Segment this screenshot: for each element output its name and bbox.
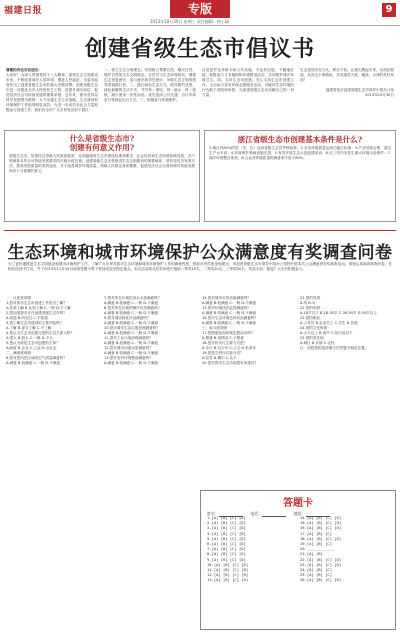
answer-column-right — [300, 515, 393, 583]
letter-date: 2013年10月30日 — [364, 93, 394, 97]
letter-greeting: 尊敬的各位市民朋友： — [6, 68, 42, 72]
answer-row[interactable]: 20.____________ — [300, 546, 335, 552]
answer-row[interactable]: 2.[A] [B] [C] [D] — [207, 520, 246, 526]
answer-row[interactable]: 10.[A] [B] [C] [D] — [207, 561, 249, 567]
info-box-conditions — [204, 130, 396, 222]
answer-row[interactable]: 13.[A] [B] [C] [D] — [207, 577, 249, 583]
answer-row[interactable]: 8.[A] [B] [C] [D] — [207, 551, 246, 557]
info-box-what-is — [4, 130, 200, 222]
answer-row[interactable]: 11.[A] [B] [C] [D] — [207, 567, 249, 573]
answer-row[interactable]: 9.[A] [B] [C] [D] — [207, 556, 246, 562]
answer-row[interactable]: 21.[A] [B] — [300, 551, 323, 557]
page-number: 9 — [382, 3, 396, 17]
survey-column-4: 21.您的性别： A.男 B.女 22.您的年龄： A.18岁以下 B.18-35岁 C.36-50岁 D.50岁以上 23.您的职业： A.公务员 B.企业员工 C.学生 D.其他 24.您的文化程度： A.大专以上 B.高中 C.初中及以下 25.您的居住地： A.城区 B.乡镇 C.农村 注：请将您的选择填写在答题卡相应位置。 — [300, 296, 377, 350]
letter-signoff: 福建省某市创建省级生态市领导小组办公室 — [325, 88, 394, 92]
letter-text-4: 生态建设功在当代、利在千秋。让我们携起手来，从现在做起，从身边小事做起，共同建设天蓝、地绿、水净的美好家园！ — [300, 68, 394, 82]
answer-row[interactable]: 6.[A] [B] [C] [D] — [207, 541, 246, 547]
answer-row[interactable]: 22.[A] [B] [C] [D] — [300, 556, 342, 562]
answer-row[interactable]: 23.[A] [B] [C] [D] — [300, 561, 342, 567]
survey-intro: 为了更好地推进生态文明建设和城市环境保护工作，了解广大市民对我市生态环境和城市环境保护工作的满意程度，听取市民的意见和建议，市创建省级生态市领导小组办公室特开展本次公众满意度有奖调查活动。请您认真阅读调查问卷，在相应选项中打勾，并于2013年11月15日前将答题卡剪下寄回或送至指定地点。本次活动将从有效问卷中抽取一等奖10名、二等奖20名、三等奖50名，奖品丰厚，欢迎广大市民积极参与。 — [8, 262, 392, 271]
main-headline: 创建省级生态市倡议书 — [84, 36, 315, 62]
survey-headline: 生态环境和城市环境保护公众满意度有奖调查问卷 — [7, 243, 393, 263]
conditions-body: 1.辖区内80%的县（市、区）达到省级生态县考核标准；2.全市环境质量达到功能区标准；3.产业结构合理，清洁生产水平高；4.环境保护基础设施完善；5.有效开展生态示范创建活动；6.近三年内未发生重大环境污染事件；7.城乡环境整洁优美；8.公众对环境质量的满意率不低于85%。 — [209, 146, 391, 160]
answer-row[interactable]: 4.[A] [B] [C] [D] — [207, 530, 246, 536]
section-divider — [4, 230, 396, 231]
answer-row[interactable]: 16.[A] [B] [C] [D] — [300, 525, 342, 531]
phone-field-label: 电话： — [250, 511, 263, 516]
page-header — [0, 0, 400, 26]
answer-row[interactable]: 5.[A] [B] [C] [D] — [207, 535, 246, 541]
answer-row[interactable]: 24.[A] [B] [C] — [300, 567, 333, 573]
answer-row[interactable]: 19.[A] [B] [C] — [300, 541, 333, 547]
info-box-body: 省级生态市，是指经过省级人民政府批准，达到福建省生态市建设标准和要求，社会经济和生态环境协调发展，各个领域基本符合可持续发展要求的市级行政区域。创建省级生态市是推进生态文明建设的重要载体，是转变经济发展方式、提高发展质量的有效途径，对于改善城乡环境质量、保障人民群众身体健康、促进经济社会全面协调可持续发展具有十分重要的意义。 — [9, 154, 195, 173]
name-field-label: 姓名： — [207, 511, 219, 516]
answer-column-left — [207, 515, 300, 583]
survey-column-1: 一、认知度调查 1.您对我市生态市创建工作是否了解？ A.非常了解 B.比较了解 C.一般 D.不了解 2.您知道我市正在创建省级生态市吗？ A.知道 B.听说过 C.不知道 3.您了解生态市建设的主要内容吗？ A.了解 B.部分了解 C.不了解 4.您认为生态市创建与您的生活关系大吗？ A.很大 B.较大 C.一般 D.不大 5.您认为谁是生态市创建的主体？ A.政府 B.企业 C.公众 D.全社会 二、满意度调查 6.您对您所在区域的空气质量满意吗？ A.满意 B.较满意 C.一般 D.不满意 — [6, 296, 75, 365]
letter-text-1: 大家好！为深入贯彻党的十八大精神，加快生态文明建设步伐，不断改善城乡人居环境，增进人民福祉，市委市政府作出了创建省级生态市的重大决策部署。创建省级生态市是一项惠及全市人民的民生工程，是提升城市品位、促进经济社会可持续发展的重要举措。近年来，我市坚持以科学发展观为统领，大力实施生态立市战略，生态建设和环境保护工作取得明显成效。为进一步动员全社会力量积极参与创建工作，我们向全市广大市民发出如下倡议： — [6, 73, 98, 112]
survey-column-3: 14.您对城市市容市貌满意吗？ A.满意 B.较满意 C.一般 D.不满意 15.您对环境执法监管满意吗？ A.满意 B.较满意 C.一般 D.不满意 16.您对生态环境总体状况满意吗？ A.满意 B.较满意 C.一般 D.不满意 三、参与度调查 17.您愿意参加环保志愿活动吗？ A.愿意 B.视情况 C.不愿意 18.您平时出行主要方式是？ A.步行 B.自行车 C.公交 D.私家车 19.您是否进行垃圾分类？ A.经常 B.偶尔 C.从不 20.您对我市生态市创建有何建议？ — [202, 296, 259, 365]
answer-card-title: 答题卡 — [283, 498, 313, 509]
conditions-title: 浙江省级生态市创建基本条件是什么? — [237, 135, 363, 144]
answer-row[interactable]: 18.[A] [B] [C] [D] — [300, 535, 342, 541]
answer-card — [200, 490, 396, 630]
answer-row[interactable]: 15.[A] [B] [C] [D] — [300, 520, 342, 526]
issue-meta: 2013年10月30日 星期三 责任编辑：林小瑜 — [150, 19, 229, 24]
answer-row[interactable]: 3.[A] [B] [C] [D] — [207, 525, 246, 531]
answer-row[interactable]: 17.[A] [B] [C] — [300, 530, 333, 536]
letter-text-3: 自觉爱护花草树木和公共设施，不乱扔垃圾、不随地吐痰，积极参与义务植树和环境整治活动，共同维护城乡环境卫生。四、支持生态市创建。关心支持生态市创建工作，主动参与各类环保志愿服务活动，对破坏生态环境的行为敢于劝阻和举报，为创建省级生态市贡献自己的一份力量。 — [202, 68, 294, 97]
letter-text-2: 一、树立生态文明理念。牢固树立尊重自然、顺应自然、保护自然的生态文明理念，自觉学习生态环保知识，增强生态忧患意识、参与意识和责任意识，争做生态文明的倡导者和践行者。二、践行绿色生活方式。倡导简约适度、绿色低碳的生活方式，节约每一度电、每一滴水、每一张纸，减少使用一次性用品，优先选择公共交通、自行车和步行等绿色出行方式。三、积极参与环境保护。 — [104, 68, 196, 102]
info-box-title-1: 什么是省级生态市? — [69, 134, 135, 143]
survey-column-2: 7.您对所在区域饮用水水质满意吗？ A.满意 B.较满意 C.一般 D.不满意 8.您对所在区域的噪声状况满意吗？ A.满意 B.较满意 C.一般 D.不满意 9.您对城市绿化状况满意吗？ A.满意 B.较满意 C.一般 D.不满意 10.您对城市生活垃圾处理满意吗？ A.满意 B.较满意 C.一般 D.不满意 11.您对工业污染治理满意吗？ A.满意 B.较满意 C.一般 D.不满意 12.您对城市河道水质满意吗？ A.满意 B.较满意 C.一般 D.不满意 13.您对农村环境整治满意吗？ A.满意 B.较满意 C.一般 D.不满意 — [104, 296, 162, 365]
answer-row[interactable]: 7.[A] [B] [C] [D] — [207, 546, 246, 552]
answer-row[interactable]: 1.[A] [B] [C] [D] — [207, 515, 246, 520]
section-label: 专版 — [170, 0, 230, 18]
answer-row[interactable]: 26.[A] [B] [C] [D] — [300, 577, 342, 583]
masthead-logo: 福建日报 — [4, 6, 43, 16]
answer-grid — [207, 515, 393, 583]
answer-row[interactable]: 25.[A] [B] [C] — [300, 572, 333, 578]
info-box-title-2: 创建有何意义作用? — [69, 143, 135, 152]
address-field-label: 地址： — [293, 511, 306, 516]
answer-row[interactable]: 12.[A] [B] [C] [D] — [207, 572, 249, 578]
answer-row[interactable]: 14.[A] [B] [C] [D] — [300, 515, 342, 520]
